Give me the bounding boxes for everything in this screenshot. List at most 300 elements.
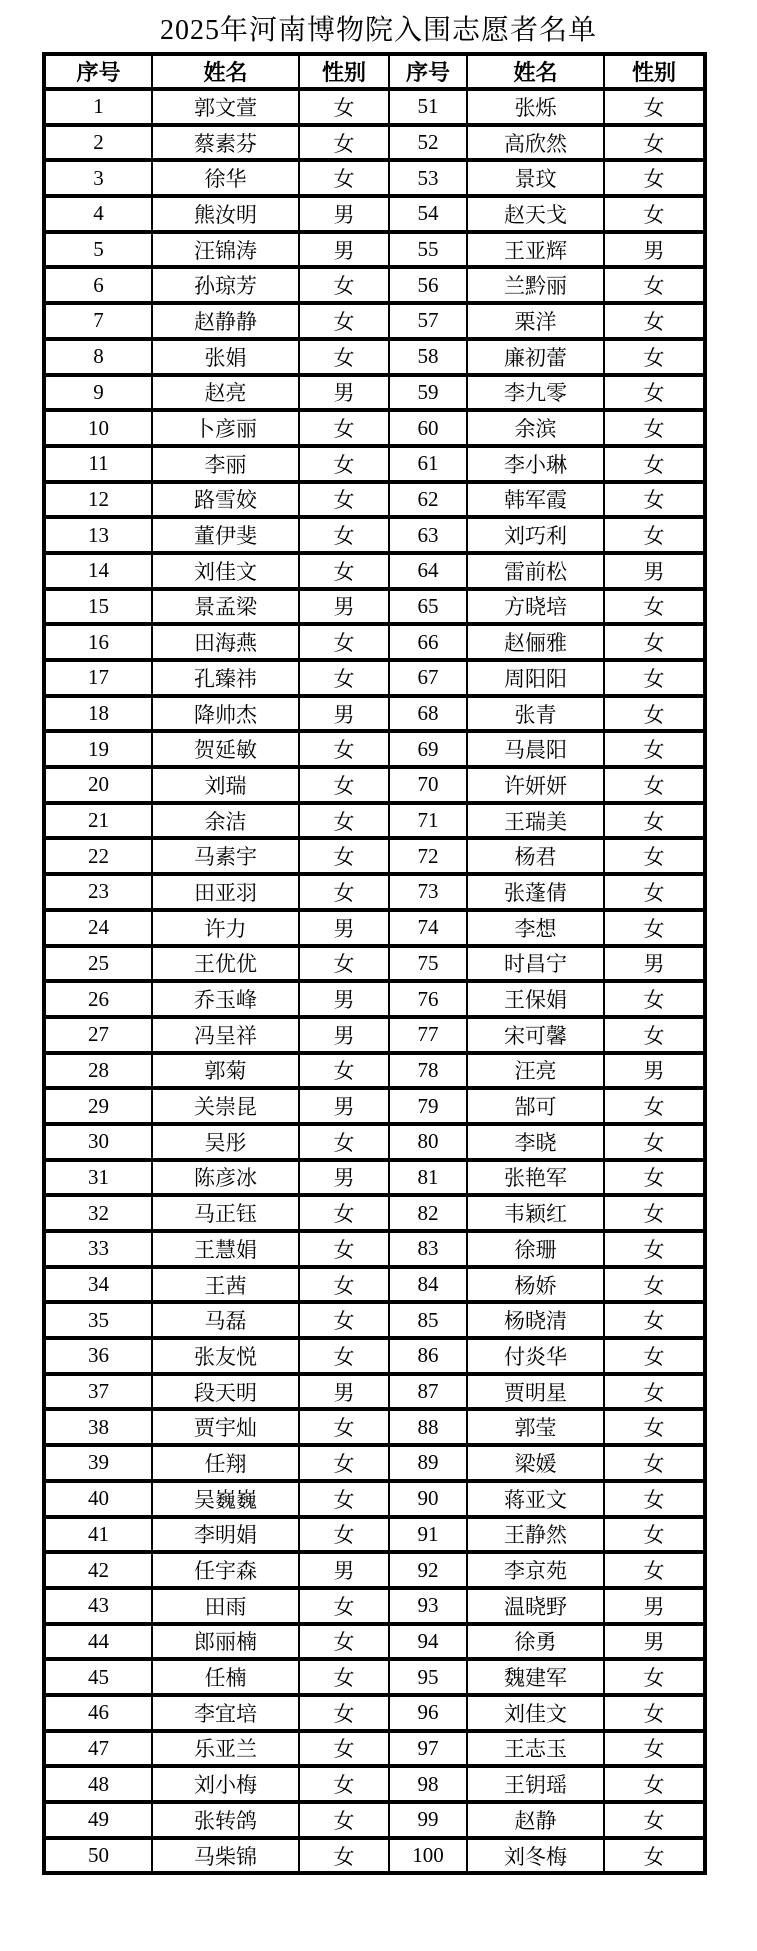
name-cell-right: 栗洋	[467, 303, 604, 339]
index-cell-right: 93	[389, 1588, 467, 1624]
gender-cell-left: 女	[299, 1231, 389, 1267]
header-gender-right: 性别	[604, 54, 705, 89]
table-row	[44, 410, 705, 446]
gender-cell-left: 女	[299, 125, 389, 161]
gender-cell-right: 女	[604, 1195, 705, 1231]
index-cell-left: 13	[44, 517, 152, 553]
name-cell-left: 卜彦丽	[152, 410, 299, 446]
name-cell-right: 贾明星	[467, 1374, 604, 1410]
name-cell-left: 田海燕	[152, 624, 299, 660]
gender-cell-right: 女	[604, 89, 705, 125]
name-cell-right: 方晓培	[467, 589, 604, 625]
table-row	[44, 1053, 705, 1089]
gender-cell-left: 女	[299, 1124, 389, 1160]
gender-cell-right: 女	[604, 731, 705, 767]
name-cell-left: 郎丽楠	[152, 1624, 299, 1660]
index-cell-left: 1	[44, 89, 152, 125]
index-cell-left: 38	[44, 1409, 152, 1445]
gender-cell-left: 男	[299, 375, 389, 411]
index-cell-right: 74	[389, 910, 467, 946]
gender-cell-left: 男	[299, 696, 389, 732]
table-row	[44, 1838, 705, 1874]
name-cell-left: 路雪姣	[152, 482, 299, 518]
index-cell-left: 30	[44, 1124, 152, 1160]
gender-cell-left: 男	[299, 1552, 389, 1588]
index-cell-left: 48	[44, 1766, 152, 1802]
index-cell-left: 20	[44, 767, 152, 803]
index-cell-right: 78	[389, 1053, 467, 1089]
index-cell-left: 8	[44, 339, 152, 375]
name-cell-right: 韩军霞	[467, 482, 604, 518]
index-cell-left: 10	[44, 410, 152, 446]
name-cell-left: 关崇昆	[152, 1088, 299, 1124]
name-cell-left: 李明娟	[152, 1517, 299, 1553]
name-cell-left: 熊汝明	[152, 196, 299, 232]
table-row	[44, 1517, 705, 1553]
index-cell-right: 63	[389, 517, 467, 553]
table-row	[44, 624, 705, 660]
name-cell-right: 王亚辉	[467, 232, 604, 268]
name-cell-right: 兰黔丽	[467, 267, 604, 303]
name-cell-left: 郭菊	[152, 1053, 299, 1089]
gender-cell-right: 男	[604, 1624, 705, 1660]
index-cell-left: 17	[44, 660, 152, 696]
index-cell-right: 96	[389, 1695, 467, 1731]
name-cell-right: 赵俪雅	[467, 624, 604, 660]
name-cell-right: 刘巧利	[467, 517, 604, 553]
index-cell-left: 42	[44, 1552, 152, 1588]
index-cell-left: 37	[44, 1374, 152, 1410]
table-row	[44, 125, 705, 161]
gender-cell-right: 女	[604, 660, 705, 696]
index-cell-right: 100	[389, 1838, 467, 1874]
gender-cell-left: 女	[299, 1731, 389, 1767]
gender-cell-left: 男	[299, 1160, 389, 1196]
table-body	[44, 89, 705, 1873]
index-cell-right: 90	[389, 1481, 467, 1517]
index-cell-right: 51	[389, 89, 467, 125]
name-cell-left: 郭文萱	[152, 89, 299, 125]
index-cell-right: 87	[389, 1374, 467, 1410]
name-cell-left: 贺延敏	[152, 731, 299, 767]
gender-cell-left: 男	[299, 232, 389, 268]
table-row	[44, 303, 705, 339]
gender-cell-right: 男	[604, 553, 705, 589]
index-cell-left: 26	[44, 981, 152, 1017]
table-row	[44, 1552, 705, 1588]
name-cell-right: 张青	[467, 696, 604, 732]
gender-cell-right: 女	[604, 125, 705, 161]
name-cell-right: 付炎华	[467, 1338, 604, 1374]
index-cell-left: 44	[44, 1624, 152, 1660]
name-cell-left: 孙琼芳	[152, 267, 299, 303]
table-row	[44, 660, 705, 696]
name-cell-right: 王瑞美	[467, 803, 604, 839]
index-cell-left: 33	[44, 1231, 152, 1267]
gender-cell-left: 男	[299, 196, 389, 232]
gender-cell-right: 女	[604, 517, 705, 553]
index-cell-left: 24	[44, 910, 152, 946]
gender-cell-left: 女	[299, 553, 389, 589]
gender-cell-left: 男	[299, 1374, 389, 1410]
gender-cell-right: 女	[604, 696, 705, 732]
name-cell-left: 陈彦冰	[152, 1160, 299, 1196]
index-cell-left: 34	[44, 1267, 152, 1303]
name-cell-left: 赵静静	[152, 303, 299, 339]
gender-cell-left: 女	[299, 1624, 389, 1660]
table-row	[44, 589, 705, 625]
name-cell-left: 刘小梅	[152, 1766, 299, 1802]
name-cell-right: 徐勇	[467, 1624, 604, 1660]
name-cell-left: 刘瑞	[152, 767, 299, 803]
index-cell-left: 41	[44, 1517, 152, 1553]
index-cell-right: 53	[389, 160, 467, 196]
header-gender-left: 性别	[299, 54, 389, 89]
gender-cell-left: 女	[299, 267, 389, 303]
table-row	[44, 803, 705, 839]
name-cell-left: 王慧娟	[152, 1231, 299, 1267]
gender-cell-left: 男	[299, 910, 389, 946]
table-row	[44, 482, 705, 518]
index-cell-left: 3	[44, 160, 152, 196]
gender-cell-left: 女	[299, 1766, 389, 1802]
gender-cell-right: 女	[604, 1017, 705, 1053]
gender-cell-right: 女	[604, 339, 705, 375]
name-cell-left: 蔡素芬	[152, 125, 299, 161]
name-cell-right: 汪亮	[467, 1053, 604, 1089]
gender-cell-right: 女	[604, 482, 705, 518]
table-row	[44, 1338, 705, 1374]
gender-cell-left: 女	[299, 1588, 389, 1624]
name-cell-right: 杨娇	[467, 1267, 604, 1303]
gender-cell-right: 男	[604, 1588, 705, 1624]
index-cell-left: 46	[44, 1695, 152, 1731]
name-cell-right: 雷前松	[467, 553, 604, 589]
gender-cell-right: 女	[604, 1374, 705, 1410]
index-cell-left: 22	[44, 838, 152, 874]
name-cell-left: 赵亮	[152, 375, 299, 411]
gender-cell-right: 女	[604, 446, 705, 482]
gender-cell-left: 女	[299, 1267, 389, 1303]
gender-cell-right: 女	[604, 803, 705, 839]
name-cell-left: 贾宇灿	[152, 1409, 299, 1445]
index-cell-left: 27	[44, 1017, 152, 1053]
table-header-row	[44, 54, 705, 89]
name-cell-left: 汪锦涛	[152, 232, 299, 268]
table-row	[44, 1267, 705, 1303]
index-cell-right: 77	[389, 1017, 467, 1053]
table-row	[44, 1624, 705, 1660]
index-cell-left: 49	[44, 1802, 152, 1838]
index-cell-right: 76	[389, 981, 467, 1017]
index-cell-right: 75	[389, 946, 467, 982]
table-row	[44, 1231, 705, 1267]
gender-cell-right: 男	[604, 946, 705, 982]
gender-cell-right: 女	[604, 196, 705, 232]
index-cell-right: 82	[389, 1195, 467, 1231]
table-row	[44, 1802, 705, 1838]
index-cell-left: 50	[44, 1838, 152, 1874]
index-cell-left: 32	[44, 1195, 152, 1231]
gender-cell-right: 女	[604, 1124, 705, 1160]
index-cell-right: 58	[389, 339, 467, 375]
index-cell-right: 60	[389, 410, 467, 446]
table-row	[44, 696, 705, 732]
gender-cell-left: 女	[299, 1302, 389, 1338]
name-cell-right: 徐珊	[467, 1231, 604, 1267]
gender-cell-right: 女	[604, 1267, 705, 1303]
index-cell-right: 88	[389, 1409, 467, 1445]
name-cell-right: 赵静	[467, 1802, 604, 1838]
gender-cell-left: 女	[299, 767, 389, 803]
index-cell-right: 68	[389, 696, 467, 732]
table-row	[44, 1481, 705, 1517]
name-cell-left: 李丽	[152, 446, 299, 482]
name-cell-right: 王钥瑶	[467, 1766, 604, 1802]
gender-cell-right: 女	[604, 1160, 705, 1196]
index-cell-left: 43	[44, 1588, 152, 1624]
gender-cell-left: 男	[299, 981, 389, 1017]
gender-cell-right: 男	[604, 232, 705, 268]
index-cell-left: 29	[44, 1088, 152, 1124]
table-row	[44, 553, 705, 589]
gender-cell-left: 女	[299, 946, 389, 982]
gender-cell-left: 女	[299, 1195, 389, 1231]
index-cell-left: 2	[44, 125, 152, 161]
index-cell-left: 36	[44, 1338, 152, 1374]
gender-cell-right: 女	[604, 874, 705, 910]
name-cell-right: 杨君	[467, 838, 604, 874]
gender-cell-left: 女	[299, 410, 389, 446]
gender-cell-left: 女	[299, 1409, 389, 1445]
gender-cell-left: 男	[299, 1088, 389, 1124]
name-cell-right: 廉初蕾	[467, 339, 604, 375]
index-cell-right: 64	[389, 553, 467, 589]
name-cell-right: 韦颖红	[467, 1195, 604, 1231]
name-cell-right: 张艳军	[467, 1160, 604, 1196]
table-row	[44, 1659, 705, 1695]
header-name-right: 姓名	[467, 54, 604, 89]
header-name-left: 姓名	[152, 54, 299, 89]
name-cell-right: 王志玉	[467, 1731, 604, 1767]
index-cell-right: 94	[389, 1624, 467, 1660]
index-cell-right: 92	[389, 1552, 467, 1588]
volunteer-roster-table	[42, 52, 707, 1875]
name-cell-right: 李晓	[467, 1124, 604, 1160]
gender-cell-right: 女	[604, 1481, 705, 1517]
index-cell-left: 45	[44, 1659, 152, 1695]
table-row	[44, 1374, 705, 1410]
index-cell-right: 83	[389, 1231, 467, 1267]
gender-cell-right: 男	[604, 1053, 705, 1089]
name-cell-right: 蒋亚文	[467, 1481, 604, 1517]
index-cell-right: 98	[389, 1766, 467, 1802]
index-cell-right: 89	[389, 1445, 467, 1481]
name-cell-left: 冯呈祥	[152, 1017, 299, 1053]
gender-cell-left: 女	[299, 731, 389, 767]
gender-cell-right: 女	[604, 303, 705, 339]
name-cell-right: 郜可	[467, 1088, 604, 1124]
index-cell-left: 9	[44, 375, 152, 411]
gender-cell-left: 女	[299, 660, 389, 696]
gender-cell-left: 女	[299, 803, 389, 839]
name-cell-left: 吴巍巍	[152, 1481, 299, 1517]
table-row	[44, 1695, 705, 1731]
name-cell-left: 马素宇	[152, 838, 299, 874]
gender-cell-right: 女	[604, 1838, 705, 1874]
gender-cell-left: 女	[299, 1481, 389, 1517]
name-cell-right: 王静然	[467, 1517, 604, 1553]
index-cell-right: 79	[389, 1088, 467, 1124]
gender-cell-right: 女	[604, 981, 705, 1017]
name-cell-left: 孔臻祎	[152, 660, 299, 696]
name-cell-left: 任翔	[152, 1445, 299, 1481]
gender-cell-right: 女	[604, 160, 705, 196]
table-row	[44, 910, 705, 946]
table-row	[44, 731, 705, 767]
table-row	[44, 375, 705, 411]
header-index-left: 序号	[44, 54, 152, 89]
gender-cell-right: 女	[604, 1231, 705, 1267]
name-cell-right: 李想	[467, 910, 604, 946]
gender-cell-left: 女	[299, 160, 389, 196]
name-cell-left: 许力	[152, 910, 299, 946]
gender-cell-right: 女	[604, 410, 705, 446]
index-cell-left: 15	[44, 589, 152, 625]
index-cell-left: 47	[44, 1731, 152, 1767]
index-cell-right: 54	[389, 196, 467, 232]
index-cell-right: 84	[389, 1267, 467, 1303]
table-row	[44, 1124, 705, 1160]
index-cell-right: 70	[389, 767, 467, 803]
table-row	[44, 1766, 705, 1802]
gender-cell-right: 女	[604, 1552, 705, 1588]
gender-cell-left: 女	[299, 482, 389, 518]
gender-cell-left: 女	[299, 1802, 389, 1838]
index-cell-left: 14	[44, 553, 152, 589]
name-cell-left: 王优优	[152, 946, 299, 982]
page-title: 2025年河南博物院入围志愿者名单	[159, 15, 597, 46]
gender-cell-right: 女	[604, 1445, 705, 1481]
table-row	[44, 517, 705, 553]
table-row	[44, 1195, 705, 1231]
gender-cell-right: 女	[604, 1338, 705, 1374]
index-cell-left: 25	[44, 946, 152, 982]
gender-cell-left: 男	[299, 1017, 389, 1053]
name-cell-right: 余滨	[467, 410, 604, 446]
index-cell-right: 97	[389, 1731, 467, 1767]
name-cell-right: 宋可馨	[467, 1017, 604, 1053]
name-cell-right: 李九零	[467, 375, 604, 411]
name-cell-left: 吴彤	[152, 1124, 299, 1160]
table-row	[44, 981, 705, 1017]
name-cell-right: 张蓬倩	[467, 874, 604, 910]
table-row	[44, 1160, 705, 1196]
name-cell-left: 田亚羽	[152, 874, 299, 910]
gender-cell-left: 女	[299, 874, 389, 910]
table-row	[44, 1017, 705, 1053]
gender-cell-right: 女	[604, 1517, 705, 1553]
index-cell-left: 39	[44, 1445, 152, 1481]
name-cell-right: 许妍妍	[467, 767, 604, 803]
index-cell-right: 86	[389, 1338, 467, 1374]
name-cell-right: 魏建军	[467, 1659, 604, 1695]
table-row	[44, 1088, 705, 1124]
gender-cell-right: 女	[604, 1731, 705, 1767]
table-row	[44, 1445, 705, 1481]
name-cell-right: 赵天戈	[467, 196, 604, 232]
table-row	[44, 196, 705, 232]
name-cell-left: 马柴锦	[152, 1838, 299, 1874]
index-cell-right: 67	[389, 660, 467, 696]
gender-cell-right: 女	[604, 910, 705, 946]
header-index-right: 序号	[389, 54, 467, 89]
name-cell-right: 刘佳文	[467, 1695, 604, 1731]
gender-cell-left: 女	[299, 624, 389, 660]
name-cell-right: 时昌宁	[467, 946, 604, 982]
table-row	[44, 160, 705, 196]
name-cell-left: 余洁	[152, 803, 299, 839]
index-cell-right: 73	[389, 874, 467, 910]
index-cell-left: 40	[44, 1481, 152, 1517]
index-cell-left: 5	[44, 232, 152, 268]
table-row	[44, 946, 705, 982]
name-cell-left: 段天明	[152, 1374, 299, 1410]
index-cell-left: 11	[44, 446, 152, 482]
index-cell-left: 35	[44, 1302, 152, 1338]
table-row	[44, 232, 705, 268]
index-cell-right: 81	[389, 1160, 467, 1196]
gender-cell-right: 女	[604, 1802, 705, 1838]
name-cell-left: 景孟梁	[152, 589, 299, 625]
index-cell-left: 4	[44, 196, 152, 232]
gender-cell-left: 女	[299, 339, 389, 375]
gender-cell-left: 女	[299, 446, 389, 482]
gender-cell-left: 女	[299, 1517, 389, 1553]
table-row	[44, 1302, 705, 1338]
gender-cell-left: 女	[299, 89, 389, 125]
name-cell-right: 高欣然	[467, 125, 604, 161]
name-cell-left: 李宜培	[152, 1695, 299, 1731]
table-row	[44, 89, 705, 125]
index-cell-right: 62	[389, 482, 467, 518]
table-row	[44, 1409, 705, 1445]
index-cell-right: 56	[389, 267, 467, 303]
index-cell-left: 7	[44, 303, 152, 339]
index-cell-right: 52	[389, 125, 467, 161]
gender-cell-left: 女	[299, 1053, 389, 1089]
table-row	[44, 1731, 705, 1767]
name-cell-right: 梁媛	[467, 1445, 604, 1481]
gender-cell-right: 女	[604, 624, 705, 660]
name-cell-left: 乔玉峰	[152, 981, 299, 1017]
gender-cell-right: 女	[604, 375, 705, 411]
gender-cell-left: 女	[299, 517, 389, 553]
gender-cell-right: 女	[604, 589, 705, 625]
gender-cell-right: 女	[604, 767, 705, 803]
index-cell-right: 85	[389, 1302, 467, 1338]
name-cell-left: 王茜	[152, 1267, 299, 1303]
name-cell-left: 徐华	[152, 160, 299, 196]
index-cell-left: 23	[44, 874, 152, 910]
name-cell-left: 马正钰	[152, 1195, 299, 1231]
index-cell-right: 59	[389, 375, 467, 411]
name-cell-right: 郭莹	[467, 1409, 604, 1445]
gender-cell-right: 女	[604, 1766, 705, 1802]
name-cell-left: 董伊斐	[152, 517, 299, 553]
gender-cell-left: 女	[299, 1838, 389, 1874]
name-cell-left: 张娟	[152, 339, 299, 375]
